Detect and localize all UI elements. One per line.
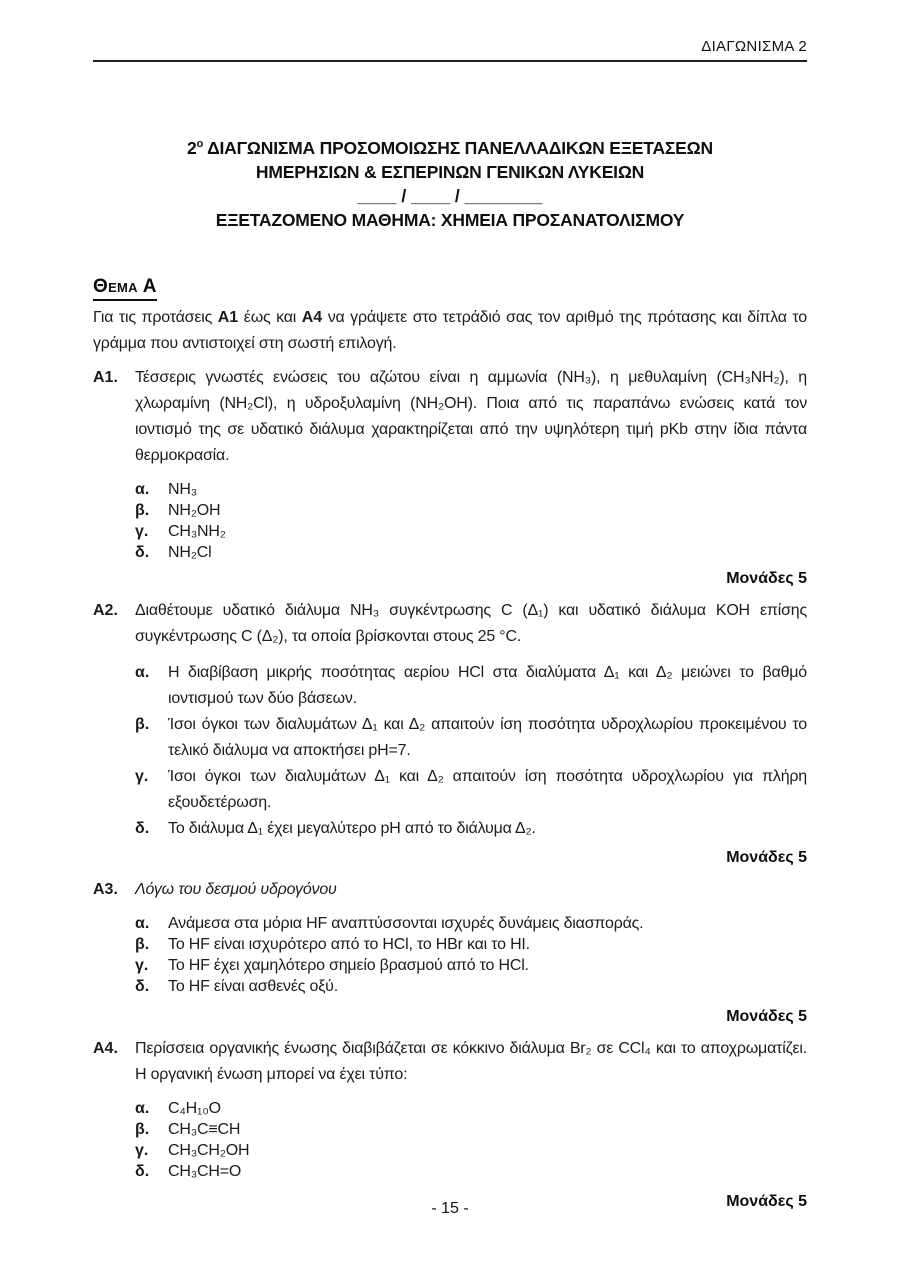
option-row bbox=[135, 934, 807, 955]
question-a1 bbox=[93, 365, 807, 590]
option-text: CH₃C≡CH bbox=[168, 1120, 241, 1138]
title-line-1-text: ΔΙΑΓΩΝΙΣΜΑ ΠΡΟΣΟΜΟΙΩΣΗΣ ΠΑΝΕΛΛΑΔΙΚΩΝ ΕΞΕΤΑΣΕΩΝ bbox=[203, 137, 713, 158]
ref-a4: Α4 bbox=[301, 308, 323, 326]
option-letter: β. bbox=[135, 715, 150, 733]
question-a3-number: Α3. bbox=[93, 880, 118, 898]
instructions-text: να γράψετε στο τετράδιό σας τον αριθμό της πρότασης και δίπλα το γράμμα που αντιστοιχεί στη σωστή επιλογή. bbox=[93, 308, 807, 352]
page-number: - 15 - bbox=[431, 1200, 469, 1217]
question-a2-number: Α2. bbox=[93, 601, 118, 619]
option-row bbox=[135, 660, 807, 712]
question-a2 bbox=[93, 598, 807, 869]
option-row bbox=[135, 1098, 807, 1119]
option-row bbox=[135, 1161, 807, 1182]
title-block bbox=[93, 132, 807, 232]
option-letter: δ. bbox=[135, 977, 150, 995]
option-letter: γ. bbox=[135, 956, 149, 974]
running-header: ΔΙΑΓΩΝΙΣΜΑ 2 bbox=[701, 38, 807, 55]
option-letter: α. bbox=[135, 1099, 150, 1117]
option-row bbox=[135, 955, 807, 976]
option-letter: δ. bbox=[135, 1162, 150, 1180]
question-a4-number: Α4. bbox=[93, 1039, 118, 1057]
option-row bbox=[135, 1119, 807, 1140]
option-text: CH₃NH₂ bbox=[168, 522, 226, 540]
question-a1-text: Τέσσερις γνωστές ενώσεις του αζώτου είναι η αμμωνία (NH₃), η μεθυλαμίνη (CH₃NH₂), η χλωραμίνη (NH₂Cl), η υδροξυλαμίνη (NH₂OH). Ποια από τις παραπάνω ενώσεις κατά τον ιοντισμό της σε υδατικό διάλυμα χαρακτηρίζεται από την υψηλότερη τιμή pKb στην ίδια πάντα θερμοκρασία. bbox=[135, 368, 807, 464]
option-row bbox=[135, 712, 807, 764]
option-text: Το διάλυμα Δ₁ έχει μεγαλύτερο pH από το διάλυμα Δ₂. bbox=[168, 819, 536, 837]
title-ordinal-number: 2 bbox=[187, 137, 197, 158]
instructions-text: έως και bbox=[238, 308, 302, 326]
header-divider bbox=[93, 60, 807, 62]
option-text: NH₂OH bbox=[168, 501, 221, 519]
option-text: CH₃CH₂OH bbox=[168, 1141, 250, 1159]
points-badge: Μονάδες 5 bbox=[726, 1192, 807, 1210]
title-line-2: ΗΜΕΡΗΣΙΩΝ & ΕΣΠΕΡΙΝΩΝ ΓΕΝΙΚΩΝ ΛΥΚΕΙΩΝ bbox=[255, 161, 645, 182]
theme-heading-wrap bbox=[93, 276, 807, 301]
option-text: Το HF έχει χαμηλότερο σημείο βρασμού από το HCl. bbox=[168, 956, 529, 974]
option-text: Η διαβίβαση μικρής ποσότητας αερίου HCl στα διαλύματα Δ₁ και Δ₂ μειώνει το βαθμό ιοντισμού των δύο βάσεων. bbox=[168, 663, 807, 707]
option-text: Ίσοι όγκοι των διαλυμάτων Δ₁ και Δ₂ απαιτούν ίση ποσότητα υδροχλωρίου προκειμένου το τελικό διάλυμα να αποκτήσει pH=7. bbox=[168, 715, 807, 759]
option-text: Το HF είναι ασθενές οξύ. bbox=[168, 977, 338, 995]
ref-a1: Α1 bbox=[217, 308, 239, 326]
option-text: Ίσοι όγκοι των διαλυμάτων Δ₁ και Δ₂ απαιτούν ίση ποσότητα υδροχλωρίου για πλήρη εξουδετέρωση. bbox=[168, 767, 807, 811]
date-blank-line: ____ / ____ / ________ bbox=[357, 185, 543, 206]
question-a1-number: Α1. bbox=[93, 368, 118, 386]
option-row bbox=[135, 764, 807, 816]
question-a3 bbox=[93, 877, 807, 1028]
option-letter: α. bbox=[135, 480, 150, 498]
theme-a-heading: Θεμα Α bbox=[93, 276, 157, 301]
question-a4 bbox=[93, 1036, 807, 1213]
page-content bbox=[93, 0, 807, 1213]
option-letter: β. bbox=[135, 1120, 150, 1138]
option-letter: β. bbox=[135, 501, 150, 519]
option-row bbox=[135, 913, 807, 934]
question-a4-options bbox=[135, 1098, 807, 1182]
title-line-1 bbox=[93, 132, 807, 160]
option-letter: γ. bbox=[135, 1141, 149, 1159]
question-a1-options bbox=[135, 479, 807, 563]
option-text: CH₃CH=O bbox=[168, 1162, 242, 1180]
option-letter: γ. bbox=[135, 522, 149, 540]
option-row bbox=[135, 816, 807, 842]
option-text: NH₃ bbox=[168, 480, 198, 498]
title-ordinal-suffix: ο bbox=[196, 138, 204, 150]
option-text: Το HF είναι ισχυρότερο από το HCl, το HBr και το HI. bbox=[168, 935, 530, 953]
points-badge: Μονάδες 5 bbox=[726, 848, 807, 866]
option-letter: α. bbox=[135, 663, 150, 681]
option-letter: β. bbox=[135, 935, 150, 953]
question-a3-options bbox=[135, 913, 807, 997]
question-a3-text: Λόγω του δεσμού υδρογόνου bbox=[135, 880, 337, 898]
option-row bbox=[135, 500, 807, 521]
option-letter: α. bbox=[135, 914, 150, 932]
theme-a-instructions bbox=[93, 305, 807, 357]
option-text: NH₂Cl bbox=[168, 543, 212, 561]
option-letter: δ. bbox=[135, 543, 150, 561]
points-badge: Μονάδες 5 bbox=[726, 1007, 807, 1025]
option-row bbox=[135, 1140, 807, 1161]
option-letter: δ. bbox=[135, 819, 150, 837]
option-row bbox=[135, 542, 807, 563]
question-a2-text: Διαθέτουμε υδατικό διάλυμα NH₃ συγκέντρωσης C (Δ₁) και υδατικό διάλυμα KOH επίσης συγκέντρωσης C (Δ₂), τα οποία βρίσκονται στους 25 °C. bbox=[135, 601, 807, 645]
title-line-3: ΕΞΕΤΑΖΟΜΕΝΟ ΜΑΘΗΜΑ: ΧΗΜΕΙΑ ΠΡΟΣΑΝΑΤΟΛΙΣΜΟΥ bbox=[215, 209, 685, 230]
question-a4-text: Περίσσεια οργανικής ένωσης διαβιβάζεται σε κόκκινο διάλυμα Br₂ σε CCl₄ και το αποχρωματίζει. Η οργανική ένωση μπορεί να έχει τύπο: bbox=[135, 1039, 807, 1083]
option-letter: γ. bbox=[135, 767, 149, 785]
points-badge: Μονάδες 5 bbox=[726, 569, 807, 587]
question-a2-options bbox=[135, 660, 807, 842]
option-row bbox=[135, 479, 807, 500]
option-row bbox=[135, 976, 807, 997]
option-text: C₄H₁₀O bbox=[168, 1099, 221, 1117]
option-row bbox=[135, 521, 807, 542]
instructions-text: Για τις προτάσεις bbox=[93, 308, 218, 326]
option-text: Ανάμεσα στα μόρια HF αναπτύσσονται ισχυρές δυνάμεις διασποράς. bbox=[168, 914, 644, 932]
